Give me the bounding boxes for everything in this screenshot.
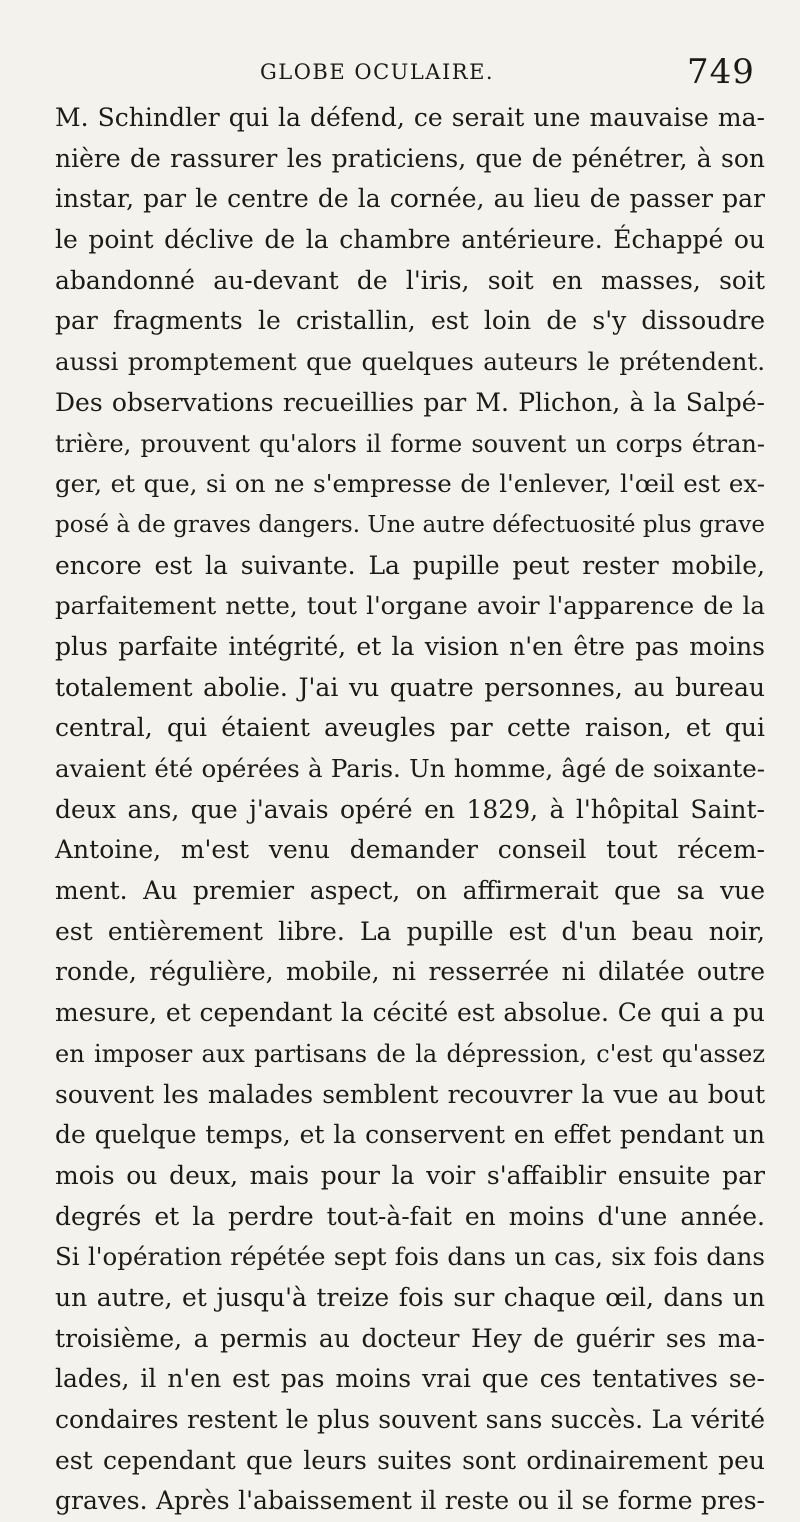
text-line: nière de rassurer les praticiens, que de pénétrer, à son [55, 143, 765, 173]
text-line: mois ou deux, mais pour la voir s'affaiblir ensuite par [55, 1160, 765, 1190]
text-line: totalement abolie. J'ai vu quatre personnes, au bureau [55, 672, 765, 702]
text-line: un autre, et jusqu'à treize fois sur chaque œil, dans un [55, 1282, 765, 1312]
text-line: par fragments le cristallin, est loin de s'y dissoudre [55, 306, 765, 336]
text-line: M. Schindler qui la défend, ce serait une mauvaise ma- [55, 103, 765, 132]
text-line: Antoine, m'est venu demander conseil tout récem- [55, 835, 765, 865]
text-line: ment. Au premier aspect, on affirmerait que sa vue [55, 876, 765, 906]
text-line: central, qui étaient aveugles par cette raison, et qui [55, 713, 765, 743]
text-line: lades, il n'en est pas moins vrai que ces tentatives se- [55, 1364, 765, 1394]
text-line: le point déclive de la chambre antérieure. Échappé ou [55, 225, 765, 255]
text-line: abandonné au-devant de l'iris, soit en masses, soit [55, 265, 765, 295]
text-line: est cependant que leurs suites sont ordinairement peu [55, 1445, 765, 1475]
text-line: en imposer aux partisans de la dépression, c'est qu'assez [55, 1039, 765, 1068]
text-line: Des observations recueillies par M. Plichon, à la Salpé- [55, 387, 765, 417]
text-line: avaient été opérées à Paris. Un homme, âgé de soixante- [55, 754, 765, 783]
text-line: souvent les malades semblent recouvrer la vue au bout [55, 1079, 765, 1109]
text-line: trière, prouvent qu'alors il forme souvent un corps étran- [55, 429, 765, 458]
text-line: graves. Après l'abaissement il reste ou il se forme pres- [55, 1486, 765, 1516]
text-line: deux ans, que j'avais opéré en 1829, à l'hôpital Saint- [55, 794, 765, 824]
text-line: plus parfaite intégrité, et la vision n'en être pas moins [55, 631, 765, 661]
text-line: de quelque temps, et la conservent en effet pendant un [55, 1120, 765, 1150]
text-line: encore est la suivante. La pupille peut rester mobile, [55, 550, 765, 580]
text-line: instar, par le centre de la cornée, au lieu de passer par [55, 184, 765, 214]
text-line: troisième, a permis au docteur Hey de guérir ses ma- [55, 1323, 765, 1353]
page-number: 749 [687, 52, 755, 92]
page-header [0, 48, 800, 98]
text-line: posé à de graves dangers. Une autre défectuosité plus grave [55, 511, 765, 538]
text-line: Si l'opération répétée sept fois dans un cas, six fois dans [55, 1242, 765, 1272]
text-line: degrés et la perdre tout-à-fait en moins d'une année. [55, 1201, 765, 1231]
text-line: aussi promptement que quelques auteurs le prétendent. [55, 347, 765, 377]
body-text [55, 98, 765, 1522]
text-line: parfaitement nette, tout l'organe avoir l'apparence de la [55, 591, 765, 621]
text-line: ger, et que, si on ne s'empresse de l'enlever, l'œil est ex- [55, 469, 765, 499]
text-line: mesure, et cependant la cécité est absolue. Ce qui a pu [55, 998, 765, 1028]
text-line: condaires restent le plus souvent sans succès. La vérité [55, 1405, 765, 1434]
running-title: GLOBE OCULAIRE. [260, 60, 495, 84]
text-line: ronde, régulière, mobile, ni resserrée ni dilatée outre [55, 957, 765, 987]
text-line: est entièrement libre. La pupille est d'un beau noir, [55, 916, 765, 946]
